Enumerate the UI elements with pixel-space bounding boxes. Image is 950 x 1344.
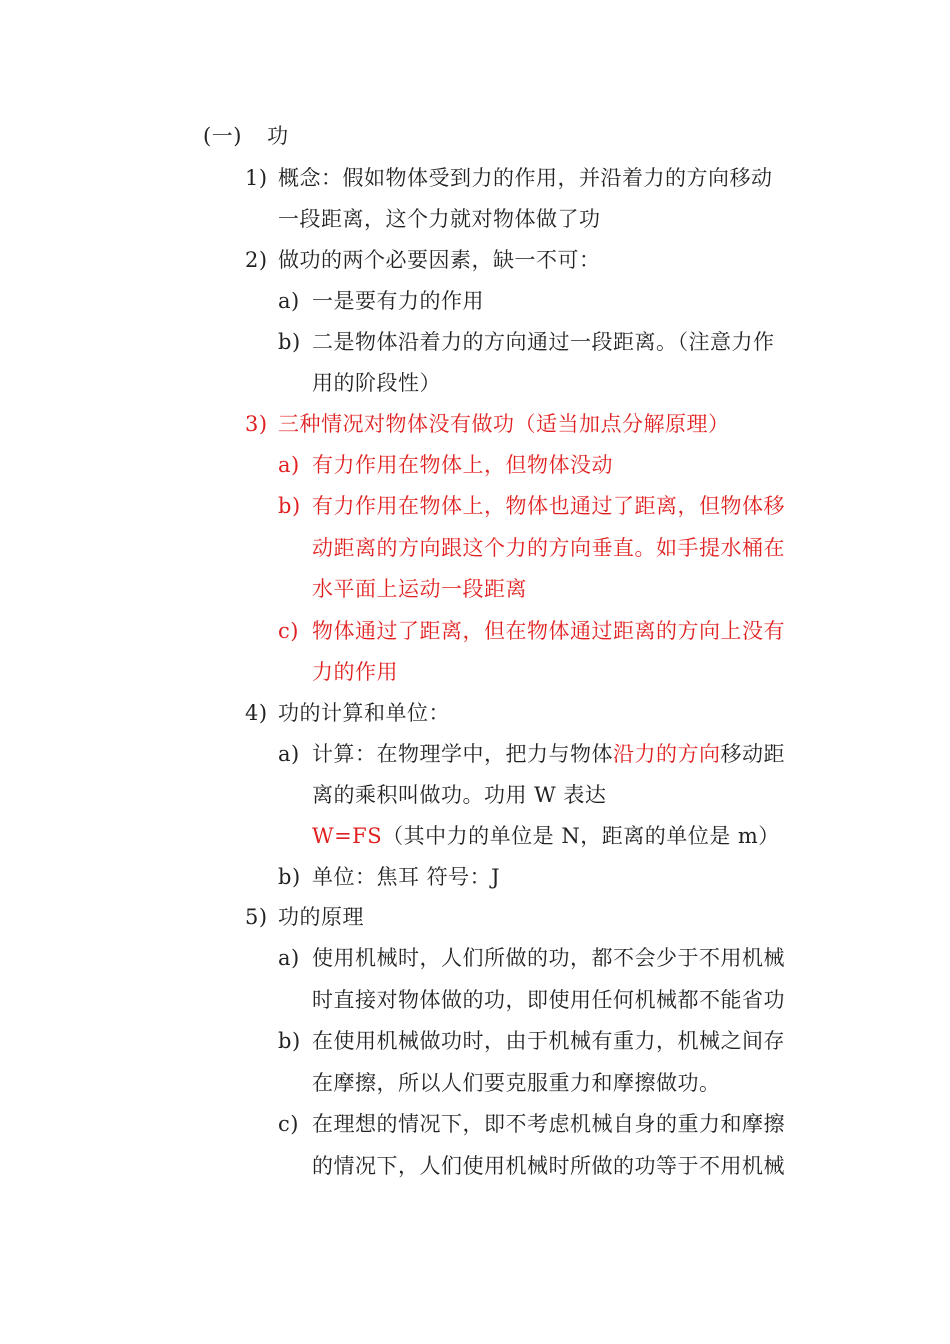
item-4a-text-pre: 计算：在物理学中，把力与物体: [312, 742, 613, 766]
item-3b-marker: b): [278, 494, 301, 518]
item-5a-line-2: 时直接对物体做的功，即使用任何机械都不能省功: [312, 988, 785, 1012]
item-4-marker: 4): [245, 701, 268, 725]
item-5a-marker: a): [278, 946, 300, 970]
item-5c-line-2: 的情况下，人们使用机械时所做的功等于不用机械: [312, 1154, 785, 1178]
item-5-text: 功的原理: [278, 905, 364, 929]
item-2b-line-2: 用的阶段性）: [312, 371, 441, 395]
section-marker: (一): [203, 124, 242, 148]
item-5c-line-1: 在理想的情况下，即不考虑机械自身的重力和摩擦: [312, 1112, 785, 1136]
item-2-text: 做功的两个必要因素，缺一不可：: [278, 248, 601, 272]
item-4a-line-2: 离的乘积叫做功。功用 W 表达: [312, 783, 607, 807]
item-4b-marker: b): [278, 865, 301, 889]
item-4a-formula-line: [312, 816, 780, 857]
item-4a-text-highlight: 沿力的方向: [613, 742, 721, 766]
item-1-line-1: 概念：假如物体受到力的作用，并沿着力的方向移动: [278, 166, 773, 190]
item-4a-marker: a): [278, 742, 300, 766]
item-3b-line-1: 有力作用在物体上，物体也通过了距离，但物体移: [312, 494, 785, 518]
item-5-marker: 5): [245, 905, 268, 929]
item-4b-text: 单位：焦耳 符号：J: [312, 865, 501, 889]
item-3a-text: 有力作用在物体上，但物体没动: [312, 453, 613, 477]
item-3c-line-1: 物体通过了距离，但在物体通过距离的方向上没有: [312, 619, 785, 643]
item-1-line-2: 一段距离，这个力就对物体做了功: [278, 207, 601, 231]
work-formula: W=FS: [312, 824, 383, 848]
item-5b-marker: b): [278, 1029, 301, 1053]
item-3b-line-2: 动距离的方向跟这个力的方向垂直。如手提水桶在: [312, 536, 785, 560]
item-3b-line-3: 水平面上运动一段距离: [312, 577, 527, 601]
item-2-marker: 2): [245, 248, 268, 272]
item-2a-text: 一是要有力的作用: [312, 289, 484, 313]
item-4a-line-1: [312, 734, 785, 775]
item-1-marker: 1): [245, 166, 268, 190]
item-5b-line-1: 在使用机械做功时，由于机械有重力，机械之间存: [312, 1029, 785, 1053]
item-3c-line-2: 力的作用: [312, 660, 398, 684]
item-2b-marker: b): [278, 330, 301, 354]
section-title: 功: [267, 124, 289, 148]
item-4-text: 功的计算和单位：: [278, 701, 450, 725]
item-5c-marker: c): [278, 1112, 299, 1136]
work-formula-note: （其中力的单位是 N，距离的单位是 m）: [382, 824, 780, 848]
item-3-marker: 3): [245, 412, 268, 436]
item-2a-marker: a): [278, 289, 300, 313]
item-3a-marker: a): [278, 453, 300, 477]
item-2b-line-1: 二是物体沿着力的方向通过一段距离。（注意力作: [312, 330, 775, 354]
item-5b-line-2: 在摩擦，所以人们要克服重力和摩擦做功。: [312, 1071, 721, 1095]
section-heading: [203, 116, 289, 157]
item-3-text: 三种情况对物体没有做功（适当加点分解原理）: [278, 412, 730, 436]
item-4a-text-post: 移动距: [720, 742, 785, 766]
item-3c-marker: c): [278, 619, 299, 643]
item-5a-line-1: 使用机械时，人们所做的功，都不会少于不用机械: [312, 946, 785, 970]
